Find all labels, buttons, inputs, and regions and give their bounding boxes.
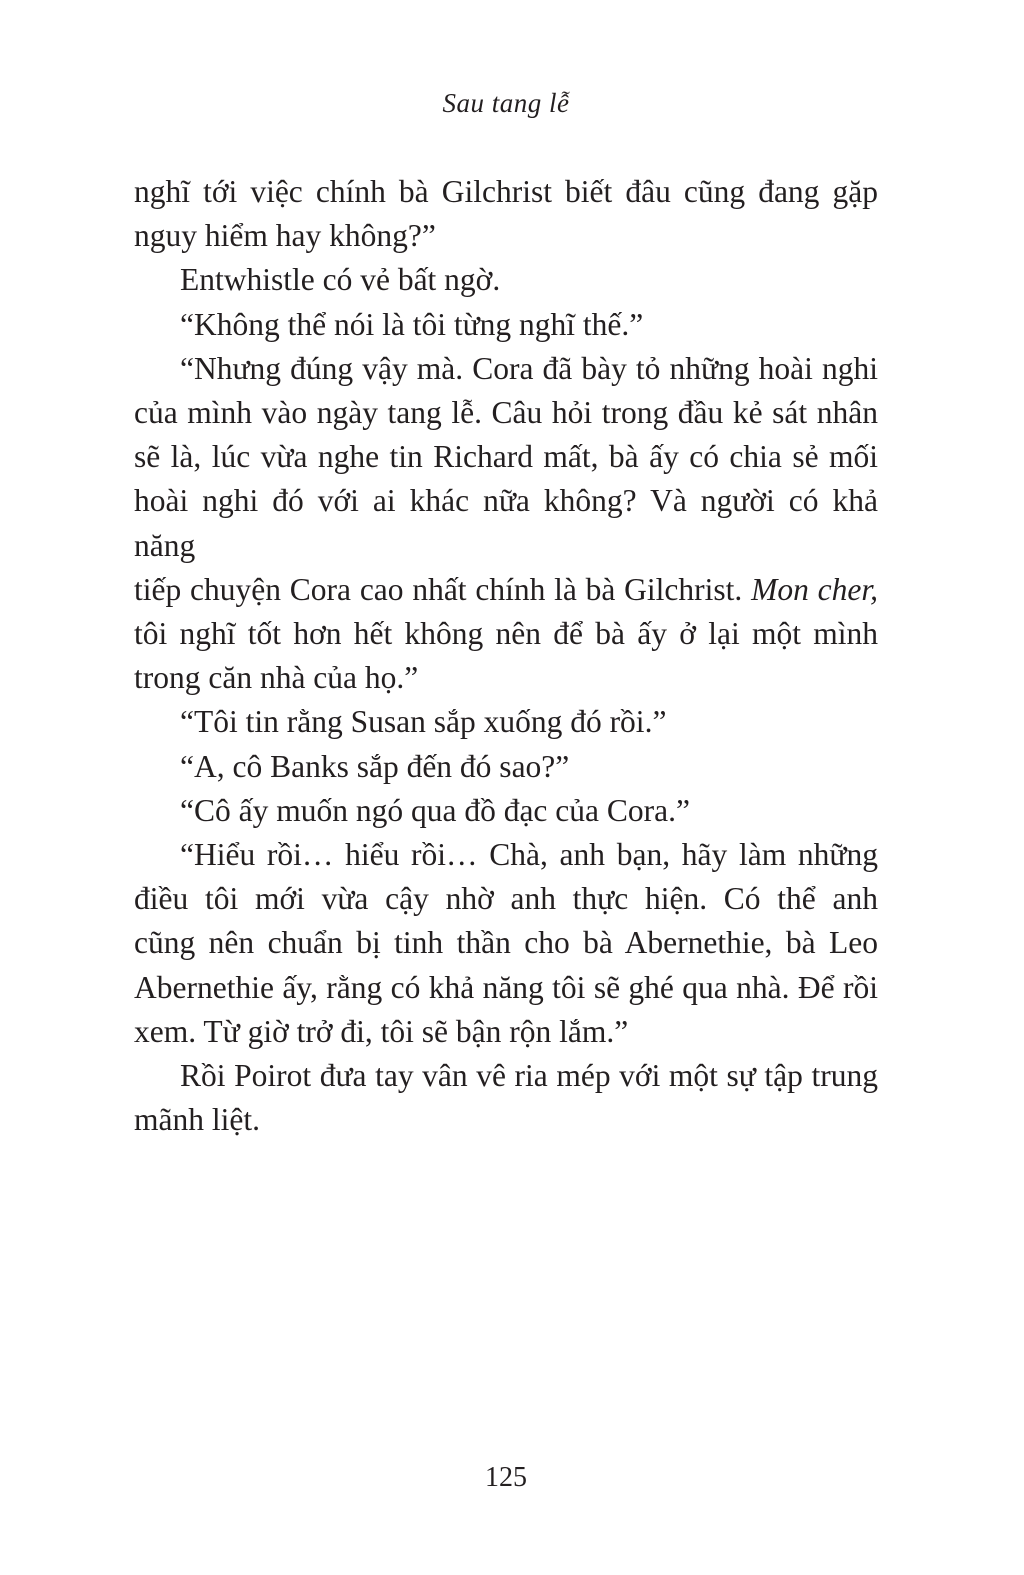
text-line: xem. Từ giờ trở đi, tôi sẽ bận rộn lắm.” bbox=[134, 1013, 629, 1049]
text-line: “Tôi tin rằng Susan sắp xuống đó rồi.” bbox=[180, 704, 667, 740]
text-line: tôi nghĩ tốt hơn hết không nên để bà ấy ở lại một mình bbox=[134, 616, 878, 652]
paragraph-2 bbox=[134, 258, 878, 302]
text-line: Abernethie ấy, rằng có khả năng tôi sẽ ghé qua nhà. Để rồi bbox=[134, 969, 878, 1005]
text-line: “Cô ấy muốn ngó qua đồ đạc của Cora.” bbox=[180, 792, 690, 828]
text-line: nguy hiểm hay không?” bbox=[134, 218, 436, 254]
text-line-mixed bbox=[134, 568, 878, 612]
text-line: cũng nên chuẩn bị tinh thần cho bà Abernethie, bà Leo bbox=[134, 925, 878, 961]
paragraph-8 bbox=[134, 833, 878, 1054]
text-line: hoài nghi đó với ai khác nữa không? Và người có khả năng bbox=[134, 483, 878, 563]
text-line: “Nhưng đúng vậy mà. Cora đã bày tỏ những hoài nghi bbox=[180, 350, 878, 386]
text-line: của mình vào ngày tang lễ. Câu hỏi trong đầu kẻ sát nhân bbox=[134, 395, 878, 431]
text-line: “Hiểu rồi… hiểu rồi… Chà, anh bạn, hãy làm những bbox=[180, 837, 878, 873]
text-line: Entwhistle có vẻ bất ngờ. bbox=[180, 262, 501, 298]
text-line: “A, cô Banks sắp đến đó sao?” bbox=[180, 748, 570, 784]
body-text bbox=[134, 170, 878, 1142]
paragraph-7 bbox=[134, 789, 878, 833]
text-line: nghĩ tới việc chính bà Gilchrist biết đâu cũng đang gặp bbox=[134, 174, 878, 209]
paragraph-4 bbox=[134, 347, 878, 701]
text-line: trong căn nhà của họ.” bbox=[134, 660, 419, 696]
running-header-title: Sau tang lễ bbox=[442, 88, 570, 118]
page-number: 125 bbox=[485, 1462, 527, 1493]
text-line: “Không thể nói là tôi từng nghĩ thế.” bbox=[180, 306, 644, 342]
paragraph-9 bbox=[134, 1054, 878, 1142]
text-line: điều tôi mới vừa cậy nhờ anh thực hiện. Có thể anh bbox=[134, 881, 878, 917]
text-line: sẽ là, lúc vừa nghe tin Richard mất, bà ấy có chia sẻ mối bbox=[134, 439, 878, 475]
text-line: Rồi Poirot đưa tay vân vê ria mép với một sự tập trung bbox=[180, 1058, 878, 1094]
paragraph-1 bbox=[134, 170, 878, 258]
paragraph-6 bbox=[134, 745, 878, 789]
italic-phrase: Mon cher, bbox=[751, 571, 878, 607]
paragraph-3 bbox=[134, 303, 878, 347]
paragraph-5 bbox=[134, 700, 878, 744]
text-line: mãnh liệt. bbox=[134, 1102, 260, 1138]
text-segment: tiếp chuyện Cora cao nhất chính là bà Gilchrist. bbox=[134, 571, 752, 607]
